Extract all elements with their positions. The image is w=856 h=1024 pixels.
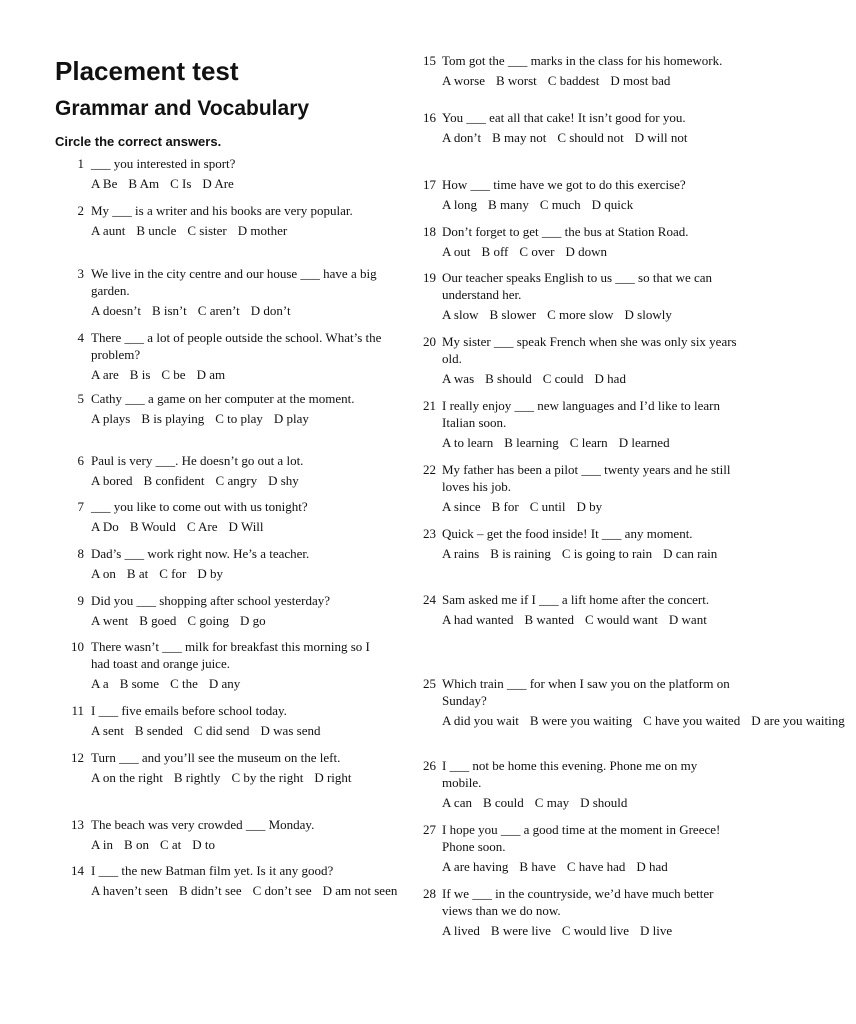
question-10 [70,638,390,694]
question-number: 18 [423,224,436,239]
option-c[interactable]: C would want [584,612,658,627]
option-a[interactable]: A on the right [91,770,163,785]
option-b[interactable]: B confident [143,473,205,488]
question-18 [423,223,738,262]
question-12 [70,749,390,788]
option-c[interactable]: C over [519,244,555,259]
option-a[interactable]: A are [91,367,119,382]
option-b[interactable]: B were you waiting [529,713,633,728]
question-22 [423,461,738,517]
option-b[interactable]: B is [129,367,151,382]
option-a[interactable]: A since [442,499,481,514]
option-a[interactable]: A had wanted [442,612,514,627]
option-d[interactable]: D had [636,859,668,874]
question-number: 14 [71,863,84,878]
question-number: 4 [77,330,84,345]
option-c[interactable]: C did send [193,723,250,738]
question-text: The beach was very crowded ___ Monday. [91,817,315,832]
option-d[interactable]: D quick [591,197,634,212]
question-number: 13 [71,817,84,832]
question-text: I ___ five emails before school today. [91,703,287,718]
answer-options [442,369,738,389]
question-number: 17 [423,177,436,192]
question-5 [70,390,390,429]
question-number: 1 [77,156,84,171]
answer-options [91,174,390,194]
answer-options [91,768,390,788]
option-a[interactable]: A did you wait [442,713,519,728]
question-number: 5 [77,391,84,406]
answer-options [91,835,390,855]
question-25 [423,675,845,731]
question-number: 23 [423,526,436,541]
option-c[interactable]: C angry [215,473,258,488]
option-a[interactable]: A worse [442,73,485,88]
question-number: 15 [423,53,436,68]
question-number: 27 [423,822,436,837]
option-d[interactable]: D to [192,837,216,852]
question-text: My father has been a pilot ___ twenty years and he still loves his job. [442,462,731,494]
option-c[interactable]: C Are [186,519,218,534]
option-b[interactable]: B may not [492,130,547,145]
option-b[interactable]: B have [519,859,556,874]
answer-options [442,242,738,262]
question-11 [70,702,390,741]
option-b[interactable]: B is playing [141,411,205,426]
answer-options [442,497,738,517]
question-text: My sister ___ speak French when she was only six years old. [442,334,737,366]
answer-options [442,793,738,813]
answer-options [91,221,390,241]
option-c[interactable]: C much [539,197,581,212]
option-c[interactable]: C may [534,795,570,810]
question-24 [423,591,738,630]
answer-options [91,409,390,429]
answer-options [91,674,390,694]
page-subtitle: Grammar and Vocabulary [55,97,310,120]
option-a[interactable]: A are having [442,859,509,874]
option-c[interactable]: C sister [187,223,227,238]
option-c[interactable]: C could [542,371,584,386]
question-number: 8 [77,546,84,561]
answer-options [442,857,738,877]
question-number: 7 [77,499,84,514]
option-b[interactable]: B some [119,676,160,691]
question-number: 26 [423,758,436,773]
option-c[interactable]: C should not [557,130,624,145]
option-b[interactable]: B should [485,371,532,386]
option-d[interactable]: D right [314,770,352,785]
question-text: Did you ___ shopping after school yesterday? [91,593,331,608]
question-19 [423,269,738,325]
option-d[interactable]: D go [239,613,266,628]
question-7 [70,498,390,537]
question-text: Which train ___ for when I saw you on the platform on Sunday? [442,676,730,708]
answer-options [442,433,738,453]
option-d[interactable]: D down [565,244,607,259]
option-d[interactable]: D slowly [624,307,672,322]
answer-options [91,471,390,491]
question-8 [70,545,390,584]
option-b[interactable]: B goed [139,613,177,628]
option-b[interactable]: B didn’t see [179,883,242,898]
option-a[interactable]: A haven’t seen [91,883,169,898]
option-a[interactable]: A to learn [442,435,494,450]
question-text: Tom got the ___ marks in the class for his homework. [442,53,723,68]
question-number: 10 [71,639,84,654]
question-text: Our teacher speaks English to us ___ so that we can understand her. [442,270,713,302]
option-c[interactable]: C to play [215,411,263,426]
option-b[interactable]: B on [124,837,149,852]
option-c[interactable]: C have had [566,859,626,874]
option-b[interactable]: B were live [490,923,551,938]
option-c[interactable]: C don’t see [252,883,312,898]
question-text: ___ you interested in sport? [91,156,236,171]
question-14 [70,862,398,901]
question-number: 25 [423,676,436,691]
option-d[interactable]: D am not seen [322,883,398,898]
question-text: Quick – get the food inside! It ___ any moment. [442,526,693,541]
question-number: 6 [77,453,84,468]
option-d[interactable]: D should [580,795,628,810]
answer-options [442,711,845,731]
question-text: There ___ a lot of people outside the school. What’s the problem? [91,330,382,362]
question-text: Sam asked me if I ___ a lift home after the concert. [442,592,710,607]
option-a[interactable]: A lived [442,923,480,938]
option-d[interactable]: D any [208,676,241,691]
question-text: Don’t forget to get ___ the bus at Station Road. [442,224,689,239]
option-c[interactable]: C Is [170,176,192,191]
question-2 [70,202,390,241]
question-number: 9 [77,593,84,608]
question-number: 2 [77,203,84,218]
answer-options [442,610,738,630]
question-text: How ___ time have we got to do this exercise? [442,177,686,192]
option-d[interactable]: D shy [268,473,299,488]
question-number: 22 [423,462,436,477]
option-d[interactable]: D learned [618,435,670,450]
option-a[interactable]: A can [442,795,472,810]
question-21 [423,397,738,453]
option-c[interactable]: C be [161,367,186,382]
option-d[interactable]: D play [273,411,309,426]
question-text: Turn ___ and you’ll see the museum on the left. [91,750,341,765]
option-b[interactable]: B off [481,244,509,259]
option-d[interactable]: D don’t [250,303,291,318]
option-b[interactable]: B for [491,499,519,514]
answer-options [91,611,390,631]
option-d[interactable]: D am [196,367,226,382]
option-a[interactable]: A went [91,613,129,628]
answer-options [91,721,390,741]
instructions: Circle the correct answers. [55,134,222,149]
option-c[interactable]: C would live [561,923,630,938]
question-text: Cathy ___ a game on her computer at the moment. [91,391,355,406]
question-20 [423,333,738,389]
answer-options [91,517,390,537]
question-text: I really enjoy ___ new languages and I’d like to learn Italian soon. [442,398,720,430]
question-text: There wasn’t ___ milk for breakfast this morning so I had toast and orange juice. [91,639,370,671]
question-3 [70,265,390,321]
option-a[interactable]: A out [442,244,471,259]
option-b[interactable]: B worst [495,73,537,88]
option-b[interactable]: B slower [489,307,537,322]
option-a[interactable]: A Do [91,519,119,534]
option-d[interactable]: D will not [634,130,688,145]
option-a[interactable]: A in [91,837,114,852]
question-number: 11 [71,703,84,718]
option-a[interactable]: A doesn’t [91,303,141,318]
option-b[interactable]: B wanted [524,612,574,627]
option-b[interactable]: B uncle [136,223,177,238]
option-b[interactable]: B learning [504,435,559,450]
option-a[interactable]: A don’t [442,130,482,145]
answer-options [442,544,738,564]
option-d[interactable]: D was send [260,723,321,738]
option-a[interactable]: A sent [91,723,124,738]
option-d[interactable]: D most bad [610,73,671,88]
question-23 [423,525,738,564]
option-a[interactable]: A a [91,676,109,691]
option-d[interactable]: D want [668,612,707,627]
option-a[interactable]: A on [91,566,116,581]
question-text: You ___ eat all that cake! It isn’t good for you. [442,110,686,125]
question-13 [70,816,390,855]
option-c[interactable]: C until [529,499,566,514]
option-b[interactable]: B isn’t [151,303,187,318]
question-17 [423,176,738,215]
option-c[interactable]: C is going to rain [561,546,653,561]
question-number: 20 [423,334,436,349]
question-28 [423,885,738,941]
question-text: We live in the city centre and our house ___ have a big garden. [91,266,377,298]
option-a[interactable]: A aunt [91,223,126,238]
page-title: Placement test [55,56,239,86]
option-b[interactable]: B Am [128,176,160,191]
option-d[interactable]: D by [576,499,603,514]
question-26 [423,757,738,813]
option-a[interactable]: A bored [91,473,133,488]
option-c[interactable]: C by the right [231,770,304,785]
option-a[interactable]: A was [442,371,475,386]
option-c[interactable]: C the [170,676,198,691]
question-number: 28 [423,886,436,901]
option-c[interactable]: C for [159,566,187,581]
answer-options [91,564,390,584]
option-d[interactable]: D live [640,923,673,938]
answer-options [91,301,390,321]
option-c[interactable]: C aren’t [197,303,240,318]
option-b[interactable]: B is raining [490,546,551,561]
option-d[interactable]: D mother [237,223,288,238]
option-a[interactable]: A Be [91,176,118,191]
question-number: 24 [423,592,436,607]
question-text: My ___ is a writer and his books are very popular. [91,203,353,218]
option-d[interactable]: D Will [228,519,264,534]
option-a[interactable]: A slow [442,307,479,322]
option-c[interactable]: C at [159,837,182,852]
option-a[interactable]: A plays [91,411,131,426]
answer-options [442,195,738,215]
answer-options [91,881,398,901]
question-text: Paul is very ___. He doesn’t go out a lot. [91,453,304,468]
option-b[interactable]: B at [126,566,149,581]
question-text: If we ___ in the countryside, we’d have much better views than we do now. [442,886,714,918]
option-b[interactable]: B Would [129,519,176,534]
question-27 [423,821,738,877]
question-number: 12 [71,750,84,765]
option-d[interactable]: D can rain [663,546,718,561]
question-text: I ___ the new Batman film yet. Is it any good? [91,863,334,878]
option-b[interactable]: B rightly [173,770,221,785]
question-15 [423,52,738,91]
option-d[interactable]: D are you waiting [751,713,845,728]
answer-options [442,921,738,941]
option-c[interactable]: C have you waited [643,713,741,728]
option-b[interactable]: B sended [134,723,183,738]
answer-options [442,305,738,325]
question-text: I ___ not be home this evening. Phone me on my mobile. [442,758,698,790]
answer-options [91,365,390,385]
question-number: 16 [423,110,436,125]
question-6 [70,452,390,491]
question-9 [70,592,390,631]
option-d[interactable]: D by [197,566,223,581]
option-d[interactable]: D had [594,371,626,386]
question-1 [70,155,390,194]
option-b[interactable]: B many [488,197,529,212]
question-4 [70,329,390,385]
option-c[interactable]: C learn [569,435,608,450]
option-c[interactable]: C baddest [547,73,600,88]
question-number: 21 [423,398,436,413]
question-text: I hope you ___ a good time at the moment in Greece! Phone soon. [442,822,721,854]
option-c[interactable]: C going [187,613,229,628]
question-text: ___ you like to come out with us tonight? [91,499,308,514]
answer-options [442,71,738,91]
option-a[interactable]: A long [442,197,478,212]
option-a[interactable]: A rains [442,546,480,561]
question-number: 3 [77,266,84,281]
question-number: 19 [423,270,436,285]
option-d[interactable]: D Are [202,176,234,191]
question-text: Dad’s ___ work right now. He’s a teacher. [91,546,310,561]
option-b[interactable]: B could [482,795,524,810]
answer-options [442,128,738,148]
option-c[interactable]: C more slow [547,307,614,322]
question-16 [423,109,738,148]
